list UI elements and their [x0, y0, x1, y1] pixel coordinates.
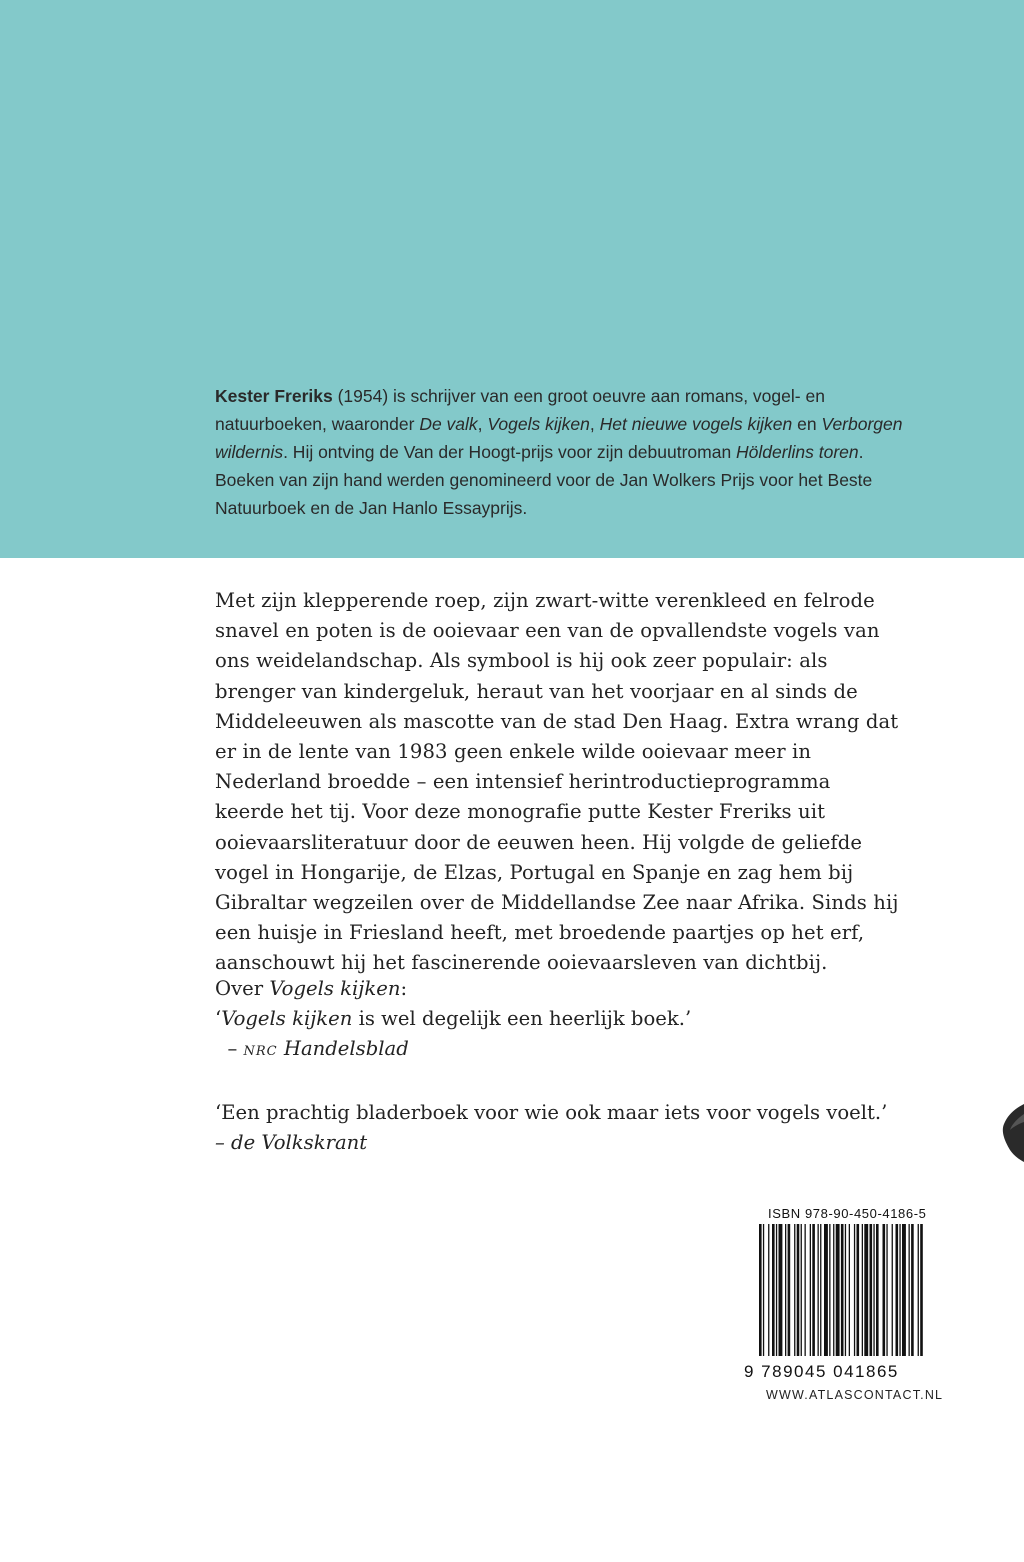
quote-1-source	[215, 1034, 915, 1067]
book-title: Vogels kijken	[487, 414, 590, 434]
barcode-bar	[836, 1224, 840, 1356]
barcode-bar	[845, 1224, 846, 1356]
source-dash: –	[227, 1037, 244, 1061]
author-name: Kester Freriks	[215, 386, 333, 406]
isbn-label: ISBN 978-90-450-4186-5	[768, 1206, 927, 1221]
bio-sep: ,	[477, 414, 488, 434]
book-title: Hölderlins toren	[736, 442, 859, 462]
barcode-bar	[911, 1224, 914, 1356]
barcode-bar	[857, 1224, 860, 1356]
barcode-bar	[854, 1224, 855, 1356]
barcode-bar	[812, 1224, 815, 1356]
barcode-bar	[883, 1224, 886, 1356]
barcode-bar	[873, 1224, 874, 1356]
barcode-bar	[870, 1224, 873, 1356]
publisher-website: WWW.ATLASCONTACT.NL	[766, 1388, 944, 1402]
barcode-digits: 9 789045 041865	[744, 1362, 899, 1381]
stork-silhouette-fragment	[998, 1100, 1024, 1162]
press-quotes	[215, 974, 915, 1158]
barcode-bar	[896, 1224, 899, 1356]
barcode-bar	[829, 1224, 830, 1356]
barcode-bar	[909, 1224, 910, 1356]
source-smallcaps: NRC	[243, 1044, 278, 1060]
barcode-bar	[818, 1224, 819, 1356]
barcode-bar	[794, 1224, 795, 1356]
quote-text: is wel degelijk een heerlijk boek.’	[352, 1007, 692, 1031]
bio-text: (1954) is schrijver van een groot oeuvre aan romans, vogel- en natuurboeken, waaronder	[215, 386, 825, 434]
book-title: De valk	[419, 414, 478, 434]
intro-suffix: :	[400, 977, 408, 1000]
quote-mark: ‘	[215, 1007, 222, 1031]
quote-2: ‘Een prachtig bladerboek voor wie ook maar iets voor vogels voelt.’	[215, 1100, 888, 1124]
barcode-bar	[788, 1224, 791, 1356]
barcode-bar	[763, 1224, 764, 1356]
book-title: Het nieuwe vogels kijken	[599, 414, 793, 434]
barcode-bar	[876, 1224, 879, 1356]
bio-sep: ,	[589, 414, 600, 434]
book-blurb: Met zijn klepperende roep, zijn zwart-witte verenkleed en felrode snavel en poten is de ooievaar een van de opvallendste vogels van ons weidelandschap. Als symbool is hij ook zeer populair: als brenger van kindergeluk, heraut van het voorjaar en al sinds de Middeleeuwen als mascotte van de stad Den Haag. Extra wrang dat er in de lente van 1983 geen enkele wilde ooievaar meer in Nederland broedde – een intensief herintroductieprogramma keerde het tij. Voor deze monografie putte Kester Freriks uit ooievaarsliteratuur door de eeuwen heen. Hij volgde de geliefde vogel in Hongarije, de Elzas, Portugal en Spanje en zag hem bij Gibraltar wegzeilen over de Middellandse Zee naar Afrika. Sinds hij een huisje in Friesland heeft, met broedende paartjes op het erf, aanschouwt hij het fascinerende ooievaarsleven van dichtbij.	[215, 589, 899, 975]
barcode-bar	[805, 1224, 806, 1356]
isbn-barcode	[757, 1224, 925, 1356]
barcode-bar	[849, 1224, 850, 1356]
barcode-bar	[841, 1224, 844, 1356]
barcode-bar	[920, 1224, 923, 1356]
barcode-bar	[785, 1224, 786, 1356]
barcode-bar	[862, 1224, 863, 1356]
bio-sep: en	[792, 414, 822, 434]
barcode-bar	[820, 1224, 821, 1356]
bio-text: . Hij ontving de Van der Hoogt-prijs voor zijn debuutroman	[283, 442, 737, 462]
barcode-bar	[759, 1224, 762, 1356]
barcode-bar	[833, 1224, 834, 1356]
barcode-bar	[918, 1224, 919, 1356]
quote-book-title: Vogels kijken	[221, 1007, 353, 1031]
quotes-intro	[215, 974, 915, 1004]
book-title: Verborgen wildernis	[215, 414, 903, 462]
barcode-bar	[779, 1224, 783, 1356]
bio-text: . Boeken van zijn hand werden genomineerd voor de Jan Wolkers Prijs voor het Beste Natuurboek en de Jan Hanlo Essayprijs.	[215, 442, 873, 518]
source-name: – de Volkskrant	[215, 1130, 368, 1154]
barcode-bar	[768, 1224, 769, 1356]
barcode-bar	[892, 1224, 893, 1356]
barcode-bar	[810, 1224, 811, 1356]
author-bio	[215, 382, 915, 522]
intro-prefix: Over	[215, 977, 270, 1000]
barcode-bar	[886, 1224, 887, 1356]
quote-1	[215, 1004, 915, 1034]
barcode-bar	[899, 1224, 900, 1356]
barcode-bar	[776, 1224, 777, 1356]
barcode-bar	[801, 1224, 802, 1356]
barcode-bar	[902, 1224, 906, 1356]
barcode-bar	[864, 1224, 868, 1356]
quote-2-source	[215, 1128, 915, 1158]
barcode-bar	[772, 1224, 775, 1356]
intro-book-title: Vogels kijken	[269, 977, 401, 1000]
barcode-bar	[824, 1224, 828, 1356]
barcode-bar	[797, 1224, 800, 1356]
source-name: Handelsblad	[277, 1037, 409, 1061]
